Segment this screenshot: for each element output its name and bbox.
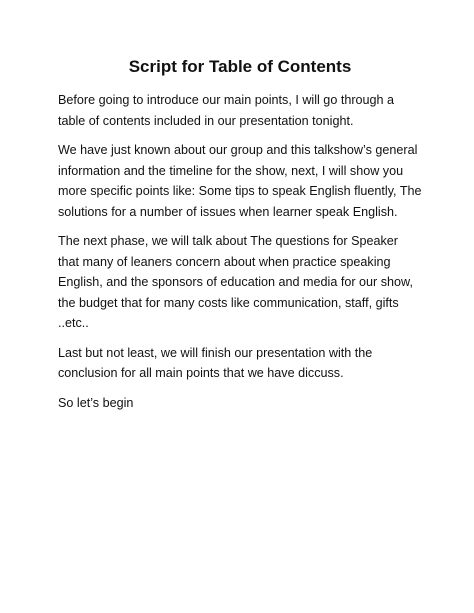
document-title: Script for Table of Contents — [128, 57, 352, 76]
document-body — [58, 56, 422, 422]
paragraph-next-phase: The next phase, we will talk about The questions for Speaker that many of leaners concern about when practice speaking English, and the sponsors of education and media for our show, the budget that for many costs like communication, staff, gifts ..etc.. — [58, 234, 413, 330]
paragraph-intro: Before going to introduce our main points, I will go through a table of contents included in our presentation tonight. — [58, 93, 395, 128]
paragraph-overview: We have just known about our group and this talkshow’s general information and the timeline for the show, next, I will show you more specific points like: Some tips to speak English fluently, The solutions for a number of issues when learner speak English. — [58, 143, 422, 219]
paragraph-closing: So let’s begin — [58, 395, 134, 410]
paragraph-conclusion: Last but not least, we will finish our presentation with the conclusion for all main points that we have diccuss. — [58, 345, 373, 380]
